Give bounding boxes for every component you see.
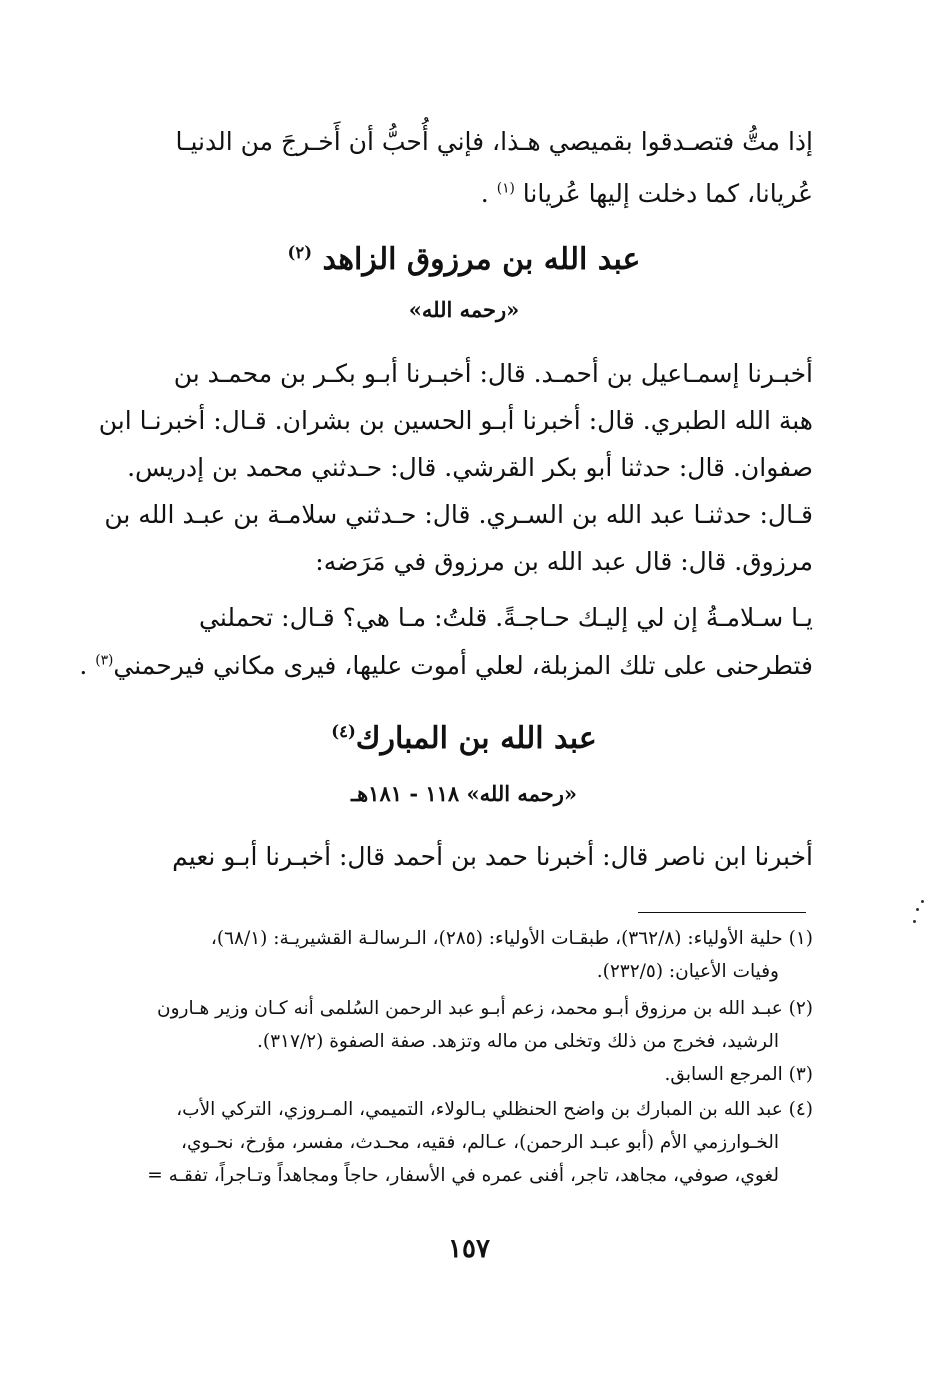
- intro-line-2: عُريانا، كما دخلت إليها عُريانا $^{(١)}$ .: [480, 179, 813, 208]
- footnotes: [115, 922, 813, 1192]
- footnote-line: وفيات الأعيان: (٢٣٢/٥).: [596, 961, 779, 982]
- footnote-1: [115, 922, 813, 988]
- footnote-line: الرشيد، فخرج من ذلك وتخلى من ماله وتزهد. صفة الصفوة (٣١٧/٢).: [257, 1031, 779, 1052]
- paragraph-line: قـال: حدثنـا عبد الله بن السـري. قال: حـدثني سلامـة بن عبـد الله بن: [104, 500, 813, 529]
- footnote-line: الخـوارزمي الأم (أبو عبـد الرحمن)، عـالم، فقيه، محـدث، مفسر، مؤرخ، نحـوي،: [180, 1132, 779, 1153]
- footnote-line: (١) حلية الأولياء: (٣٦٢/٨)، طبقـات الأولياء: (٢٨٥)، الـرسالـة القشيريـة: (٦٨/١)،: [210, 928, 813, 949]
- paragraph-line: صفوان. قال: حدثنا أبو بكر القرشي. قال: حـدثني محمد بن إدريس.: [127, 453, 813, 482]
- intro-paragraph: [115, 116, 813, 220]
- section-title-ibn-marzuq: عبد الله بن مرزوق الزاهد $^{(٢)}$: [287, 242, 641, 277]
- footnote-line: (٤) عبد الله بن المبارك بن واضح الحنظلي بـالولاء، التميمي، المـروزي، التركي الأب،: [176, 1099, 813, 1120]
- quote-paragraph-ibn-marzuq: [79, 594, 813, 690]
- paragraph-line: فتطرحنى على تلك المزبلة، لعلي أموت عليها، فيرى مكاني فيرحمني$^{(٣)}$ .: [79, 651, 813, 680]
- footnote-ref-2[interactable]: (٢): [287, 243, 313, 262]
- scan-speck-mark: [912, 898, 926, 928]
- footnote-ref-4[interactable]: (٤): [331, 722, 356, 741]
- paragraph-line: مرزوق. قال: قال عبد الله بن مرزوق في مَرَضه:: [315, 547, 813, 576]
- paragraph-line: هبة الله الطبري. قال: أخبرنا أبـو الحسين بن بشران. قـال: أخبرنـا ابن: [98, 406, 813, 435]
- paragraph-line: أخبرنا ابن ناصر قال: أخبرنا حمد بن أحمد قال: أخبـرنا أبـو نعيم: [172, 842, 813, 871]
- paragraph-line: أخبـرنا إسمـاعيل بن أحمـد. قال: أخبـرنا أبـو بكـر بن محمـد بن: [173, 359, 813, 388]
- footnote-line: (٣) المرجع السابق.: [664, 1064, 813, 1085]
- footnote-ref-3[interactable]: (٣): [95, 652, 114, 669]
- footnote-ref-1[interactable]: (١): [496, 180, 515, 197]
- section-title-ibn-mubarak: عبد الله بن المبارك$^{(٤)}$: [331, 721, 597, 756]
- isnad-paragraph-ibn-marzuq: [98, 350, 813, 585]
- page-number: ١٥٧: [448, 1234, 490, 1264]
- paragraph-line: يـا سـلامـةُ إن لي إليـك حـاجـةً. قلتُ: مـا هي؟ قـال: تحملني: [199, 603, 813, 632]
- section-subtitle-ibn-marzuq: «رحمه الله»: [408, 297, 520, 322]
- footnote-4: [115, 1093, 813, 1192]
- footnote-separator: [638, 912, 806, 913]
- intro-line-1: إذا متُّ فتصـدقوا بقميصي هـذا، فإني أُحبُّ أن أَخـرجَ من الدنيـا: [175, 127, 813, 156]
- footnote-3: [115, 1058, 813, 1091]
- footnote-2: [115, 992, 813, 1058]
- footnote-line: (٢) عبـد الله بن مرزوق أبـو محمد، زعم أبـو عبد الرحمن السُلمى أنه كـان وزير هـارون: [157, 998, 813, 1019]
- section-subtitle-ibn-mubarak: «رحمه الله» ١١٨ - ١٨١هـ: [350, 781, 578, 806]
- isnad-paragraph-ibn-mubarak: [115, 833, 813, 881]
- footnote-line: لغوي، صوفي، مجاهد، تاجر، أفنى عمره في الأسفار، حاجاً ومجاهداً وتـاجراً، تفقـه =: [147, 1165, 779, 1186]
